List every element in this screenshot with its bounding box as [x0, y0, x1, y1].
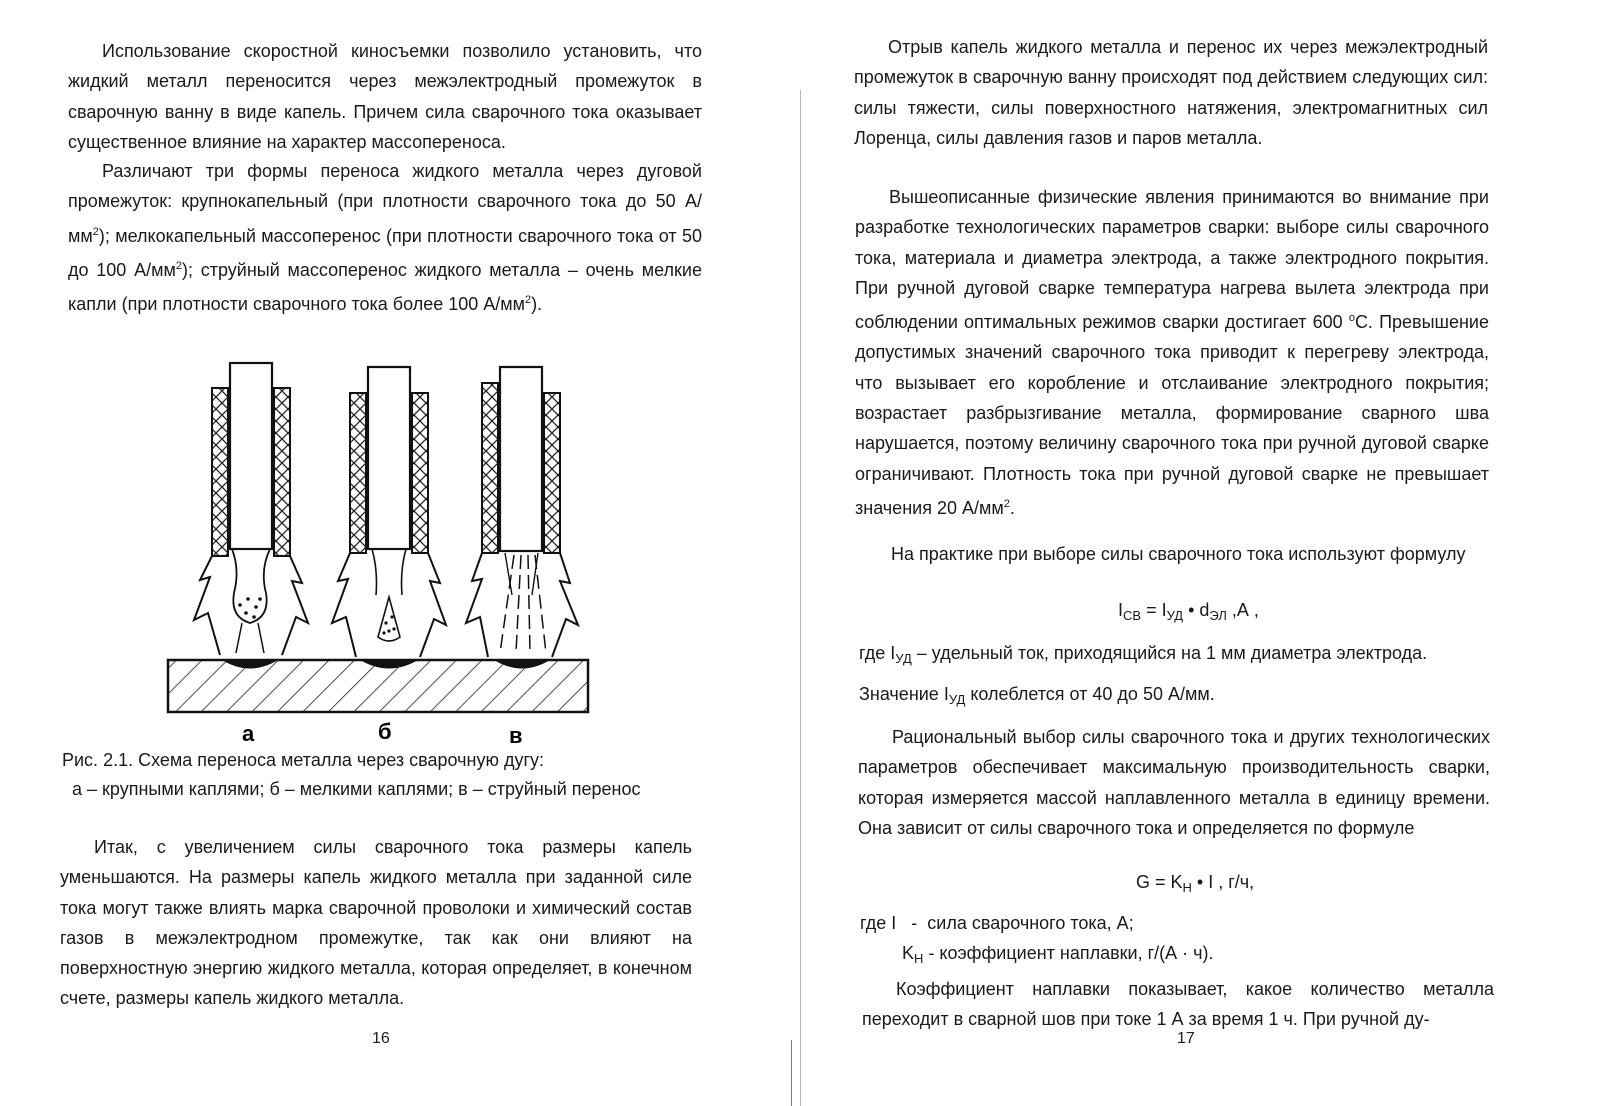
- figure-caption-line-1: Рис. 2.1. Схема переноса металла через сварочную дугу:: [62, 750, 545, 770]
- figure-caption-line-2: а – крупными каплями; б – мелкими каплями; в – струйный перенос: [72, 779, 641, 799]
- metal-transfer-figure: [150, 355, 610, 750]
- formula-welding-current: $I_{СВ} = I_{УД}$ • $d_{ЭЛ}$ ,А ,: [1118, 600, 1259, 623]
- figure-label-a: а: [242, 721, 255, 746]
- right-page: [800, 0, 1610, 1106]
- right-paragraph-4: Рациональный выбор силы сварочного тока и других технологических параметров обеспечивает максимальную производительность сварки, которая измеряется массой наплавленного металла в единицу времени. Она зависит от силы сварочного тока и определяется по формуле: [858, 727, 1490, 838]
- electrode-b: [332, 367, 446, 669]
- where-specific-current: где $I_{УД}$ – удельный ток, приходящийся на 1 мм диаметра электрода.: [859, 643, 1428, 666]
- specific-current-range: Значение $I_{УД}$ колеблется от 40 до 50 А/мм.: [859, 684, 1215, 707]
- left-page: [0, 0, 800, 1106]
- right-paragraph-2: Вышеописанные физические явления принимаются во внимание при разработке технологических параметров сварки: выборе силы сварочного тока, материала и диаметра электрода, а также электродного покрытия. При ручной дуговой сварке температура нагрева вылета электрода при соблюдении оптимальных режимов сварки достигает 600 $^о$С. Превышение допустимых значений сварочного тока приводит к перегреву электрода, что вызывает его коробление и отслаивание электродного покрытия; возрастает разбрызгивание металла, формирование сварного шва нарушается, поэтому величину сварочного тока при ручной дуговой сварке ограничивают. Плотность тока при ручной дуговой сварке не превышает значения 20 $А/мм^2$.: [855, 187, 1489, 518]
- electrode-a: [194, 363, 308, 669]
- where-welding-current: где I - сила сварочного тока, А;: [860, 913, 1134, 933]
- deposition-coefficient-definition: $K_Н$ - коэффициент наплавки, г/(А · ч).: [902, 943, 1214, 966]
- right-paragraph-5: Коэффициент наплавки показывает, какое количество металла переходит в сварной шов при токе 1 А за время 1 ч. При ручной ду-: [862, 979, 1494, 1030]
- figure-label-b: б: [378, 719, 392, 744]
- page-number-right: 17: [1177, 1030, 1195, 1047]
- right-paragraph-3: На практике при выборе силы сварочного тока используют формулу: [891, 544, 1466, 564]
- left-paragraph-3: Итак, с увеличением силы сварочного тока размеры капель уменьшаются. На размеры капель жидкого металла при заданной силе тока могут также влиять марка сварочной проволоки и химический состав газов в межэлектродном промежутке, так как они влияют на поверхностную энергию жидкого металла, которая определяет, в конечном счете, размеры капель жидкого металла.: [60, 837, 692, 1009]
- figure-label-v: в: [509, 723, 523, 748]
- formula-deposition-rate: $G = K_Н$ • I , г/ч,: [1136, 872, 1255, 895]
- right-paragraph-1: Отрыв капель жидкого металла и перенос их через межэлектродный промежуток в сварочную ванну происходят под действием следующих сил: силы тяжести, силы поверхностного натяжения, электромагнитных сил Лоренца, силы давления газов и паров металла.: [854, 37, 1488, 148]
- page-number-left: 16: [372, 1030, 390, 1047]
- electrode-v: [466, 367, 578, 669]
- left-paragraph-2: Различают три формы переноса жидкого металла через дуговой промежуток: крупнокапельный (при плотности сварочного тока до 50 $А/мм^2$); мелкокапельный массоперенос (при плотности сварочного тока от 50 до 100 $А/мм^2$); струйный массоперенос жидкого металла – очень мелкие капли (при плотности сварочного тока более 100 $А/мм^2$).: [68, 161, 702, 315]
- left-paragraph-1: Использование скоростной киносъемки позволило установить, что жидкий металл переносится через межэлектродный промежуток в сварочную ванну в виде капель. Причем сила сварочного тока оказывает существенное влияние на характер массопереноса.: [68, 41, 702, 152]
